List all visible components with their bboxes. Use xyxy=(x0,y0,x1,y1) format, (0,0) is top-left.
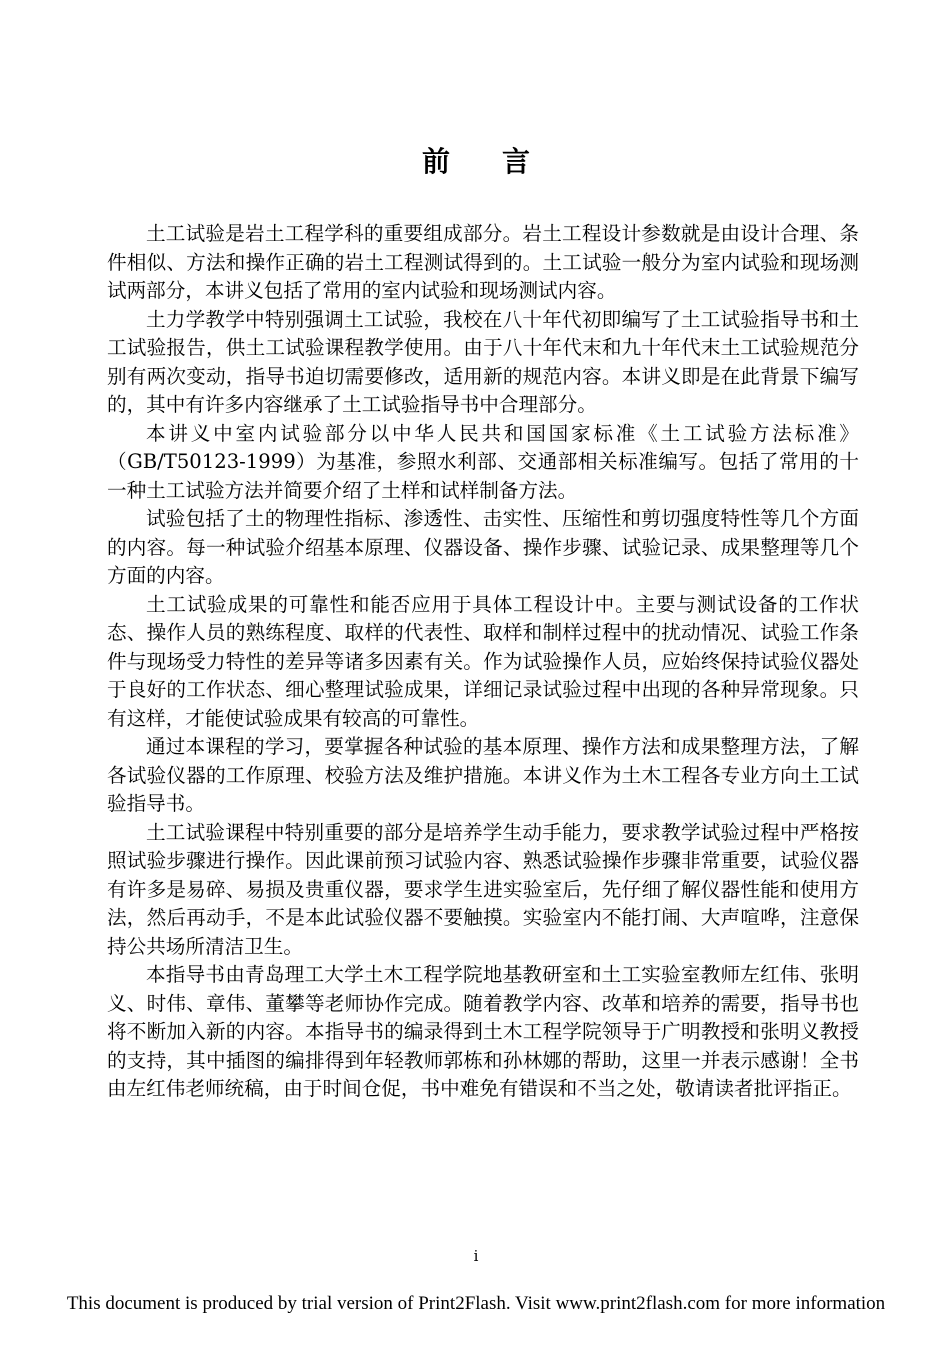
watermark-footer: This document is produced by trial version of Print2Flash. Visit www.print2flash.com for more information xyxy=(66,1293,886,1314)
paragraph-7: 土工试验课程中特别重要的部分是培养学生动手能力，要求教学试验过程中严格按照试验步骤进行操作。因此课前预习试验内容、熟悉试验操作步骤非常重要，试验仪器有许多是易碎、易损及贵重仪器，要求学生进实验室后，先仔细了解仪器性能和使用方法，然后再动手，不是本此试验仪器不要触摸。实验室内不能打闹、大声喧哗，注意保持公共场所清洁卫生。 xyxy=(107,820,859,958)
paragraph-3: 本讲义中室内试验部分以中华人民共和国国家标准《土工试验方法标准》（GB/T50123-1999）为基准，参照水利部、交通部相关标准编写。包括了常用的十一种土工试验方法并简要介绍了土样和试样制备方法。 xyxy=(107,421,859,502)
page-title: 前言 xyxy=(421,145,582,178)
page-number: i xyxy=(473,1247,479,1265)
paragraph-1: 土工试验是岩土工程学科的重要组成部分。岩土工程设计参数就是由设计合理、条件相似、方法和操作正确的岩土工程测试得到的。土工试验一般分为室内试验和现场测试两部分，本讲义包括了常用的室内试验和现场测试内容。 xyxy=(107,222,859,302)
paragraph-6: 通过本课程的学习，要掌握各种试验的基本原理、操作方法和成果整理方法，了解各试验仪器的工作原理、校验方法及维护措施。本讲义作为土木工程各专业方向土工试验指导书。 xyxy=(107,735,859,815)
paragraph-5: 土工试验成果的可靠性和能否应用于具体工程设计中。主要与测试设备的工作状态、操作人员的熟练程度、取样的代表性、取样和制样过程中的扰动情况、试验工作条件与现场受力特性的差异等诸多因素有关。作为试验操作人员，应始终保持试验仪器处于良好的工作状态、细心整理试验成果，详细记录试验过程中出现的各种异常现象。只有这样，才能使试验成果有较高的可靠性。 xyxy=(107,592,859,730)
body-text xyxy=(107,220,859,1104)
paragraph-2: 土力学教学中特别强调土工试验，我校在八十年代初即编写了土工试验指导书和土工试验报告，供土工试验课程教学使用。由于八十年代末和九十年代末土工试验规范分别有两次变动，指导书迫切需要修改，适用新的规范内容。本讲义即是在此背景下编写的，其中有许多内容继承了土工试验指导书中合理部分。 xyxy=(107,307,859,416)
paragraph-4: 试验包括了土的物理性指标、渗透性、击实性、压缩性和剪切强度特性等几个方面的内容。每一种试验介绍基本原理、仪器设备、操作步骤、试验记录、成果整理等几个方面的内容。 xyxy=(107,507,859,587)
paragraph-8: 本指导书由青岛理工大学土木工程学院地基教研室和土工实验室教师左红伟、张明义、时伟、章伟、董攀等老师协作完成。随着教学内容、改革和培养的需要，指导书也将不断加入新的内容。本指导书的编录得到土木工程学院领导于广明教授和张明义教授的支持，其中插图的编排得到年轻教师郭栋和孙林娜的帮助，这里一并表示感谢！全书由左红伟老师统稿，由于时间仓促，书中难免有错误和不当之处，敬请读者批评指正。 xyxy=(107,963,859,1100)
